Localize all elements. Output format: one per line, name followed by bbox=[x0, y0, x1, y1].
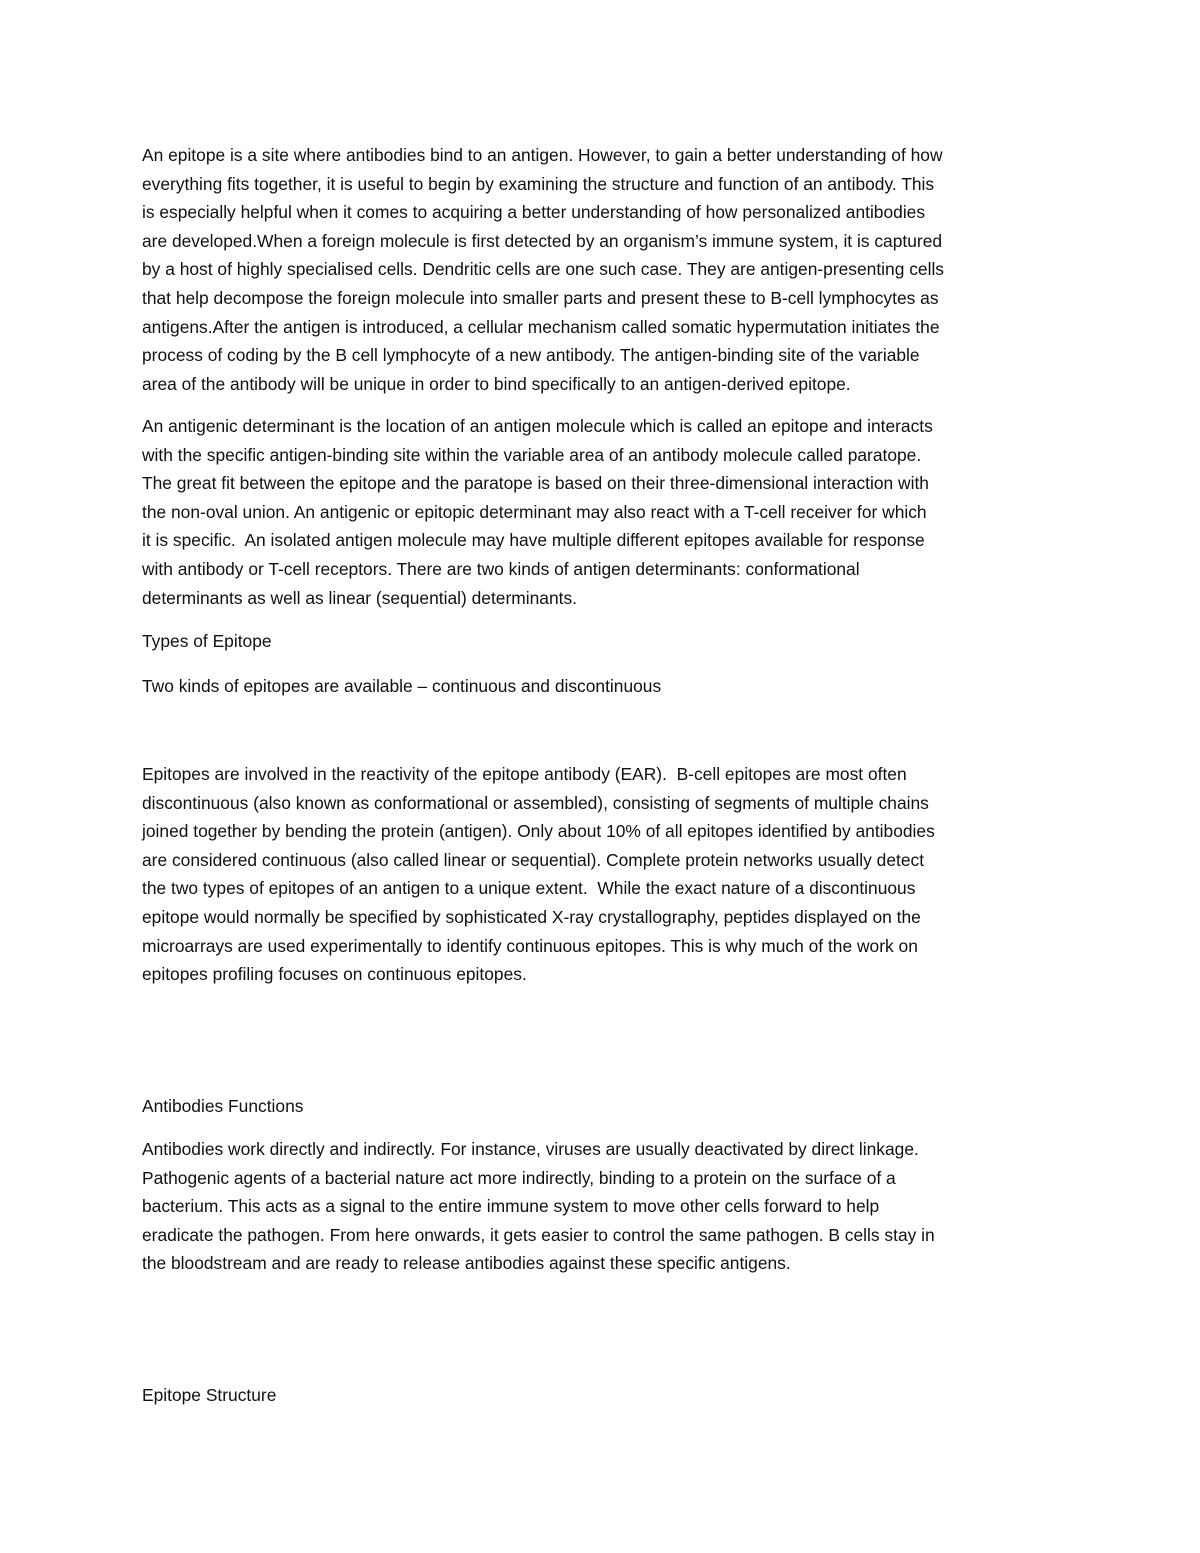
epitope-reactivity-paragraph: Epitopes are involved in the reactivity of the epitope antibody (EAR). B-cell epitopes are most often discontinuous (also known as conformational or assembled), consisting of segments of multiple chains joined together by bending the protein (antigen). Only about 10% of all epitopes identified by antibodies are considered continuous (also called linear or sequential). Complete protein networks usually detect the two types of epitopes of an antigen to a unique extent. While the exact nature of a discontinuous epitope would normally be specified by sophisticated X-ray crystallography, peptides displayed on the microarrays are used experimentally to identify continuous epitopes. This is why much of the work on epitopes profiling focuses on continuous epitopes. bbox=[142, 764, 935, 985]
antibodies-functions-paragraph: Antibodies work directly and indirectly. For instance, viruses are usually deactivated by direct linkage. Pathogenic agents of a bacterial nature act more indirectly, binding to a protein on the surface of a bacterium. This acts as a signal to the entire immune system to move other cells forward to help eradicate the pathogen. From here onwards, it gets easier to control the same pathogen. B cells stay in the bloodstream and are ready to release antibodies against these specific antigens. bbox=[142, 1139, 935, 1274]
antibodies-functions-heading: Antibodies Functions bbox=[142, 1096, 304, 1116]
types-of-epitope-heading: Types of Epitope bbox=[142, 631, 272, 651]
intro-paragraph: An epitope is a site where antibodies bind to an antigen. However, to gain a better understanding of how everything fits together, it is useful to begin by examining the structure and function of an antibody. This is especially helpful when it comes to acquiring a better understanding of how personalized antibodies are developed.When a foreign molecule is first detected by an organism’s immune system, it is captured by a host of highly specialised cells. Dendritic cells are one such case. They are antigen-presenting cells that help decompose the foreign molecule into smaller parts and present these to B-cell lymphocytes as antigens.After the antigen is introduced, a cellular mechanism called somatic hypermutation initiates the process of coding by the B cell lymphocyte of a new antibody. The antigen-binding site of the variable area of the antibody will be unique in order to bind specifically to an antigen-derived epitope. bbox=[142, 145, 945, 394]
antigenic-determinant-paragraph: An antigenic determinant is the location of an antigen molecule which is called an epitope and interacts with the specific antigen-binding site within the variable area of an antibody molecule called paratope. The great fit between the epitope and the paratope is based on their three-dimensional interaction with the non-oval union. An antigenic or epitopic determinant may also react with a T-cell receiver for which it is specific. An isolated antigen molecule may have multiple different epitopes available for response with antibody or T-cell receptors. There are two kinds of antigen determinants: conformational determinants as well as linear (sequential) determinants. bbox=[142, 416, 933, 608]
epitope-structure-heading: Epitope Structure bbox=[142, 1385, 277, 1405]
epitope-kinds-line: Two kinds of epitopes are available – continuous and discontinuous bbox=[142, 676, 662, 696]
